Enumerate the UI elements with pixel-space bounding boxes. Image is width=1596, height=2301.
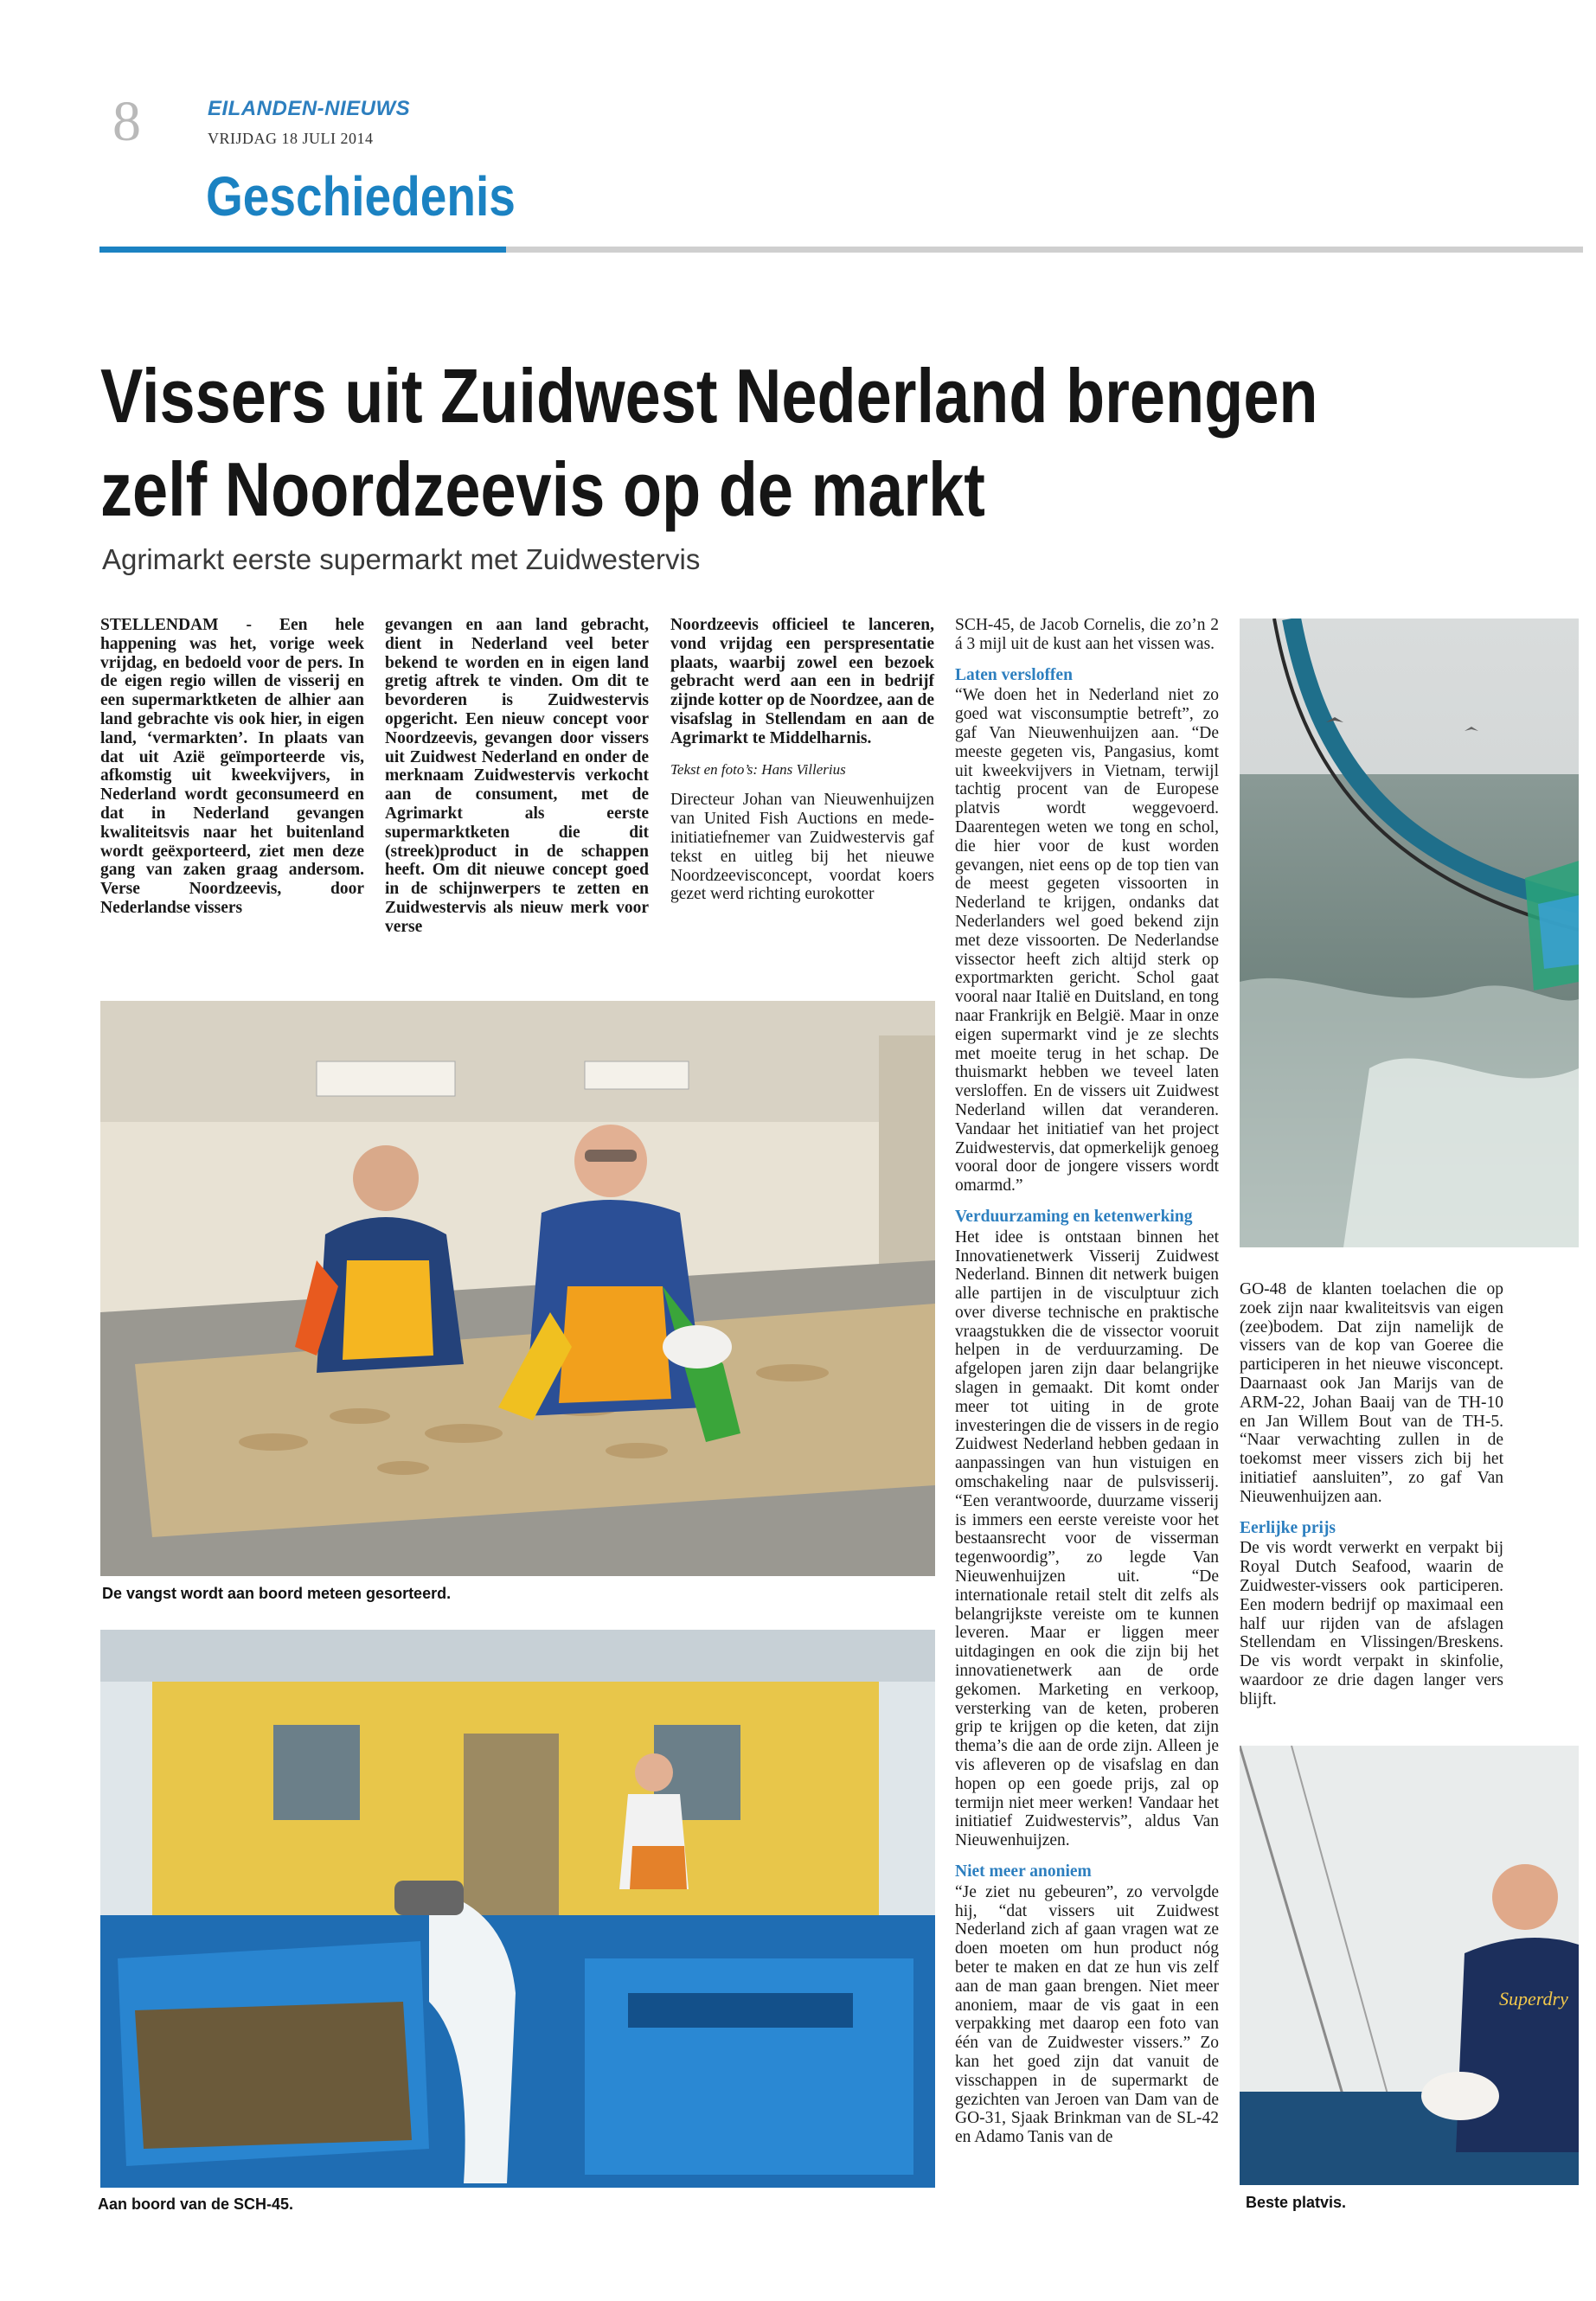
- sea-net-illustration: [1240, 619, 1579, 1247]
- body-paragraph-prijs: De vis wordt verwerkt en verpakt bij Royal Dutch Seafood, waarin de Zuidwester-vissers ook participeren. Een modern bedrijf op maximaal een half uur rijden van de afslagen Stellendam en Vlissingen/Breskens. De vis wordt verpakt in skinfolie, waardoor ze drie dagen langer vers blijft.: [1240, 1539, 1503, 1708]
- section-rule: [506, 247, 1583, 253]
- body-paragraph-verduurzaming: Het idee is ontstaan binnen het Innovatienetwerk Visserij Zuidwest Nederland. Binnen dit netwerk buigen alle partijen in de visculptuur zich over diverse technische en praktische vraagstukken die de vissector vooruit helpen in de verduurzaming. De afgelopen jaren zijn daar belangrijke slagen in gemaakt. Dit komt onder meer tot uiting in de grote investeringen die de vissers in de regio Zuidwest Nederland hebben gedaan in aanpassingen van hun vistuigen en omschakeling naar de pulsvisserij. “Een verantwoorde, duurzame visserij is immers een eerste vereiste voor het bestaansrecht voor de visserman tegenwoordig”, zo legde Van Nieuwenhuijzen uit. “De internationale retail stelt dit zelfs als belangrijkste vereiste om te kunnen leveren. Maar er liggen meer uitdagingen en ook die zijn bij het innovatienetwerk aan de orde gekomen. Marketing en verkoop, versterking van de keten, proberen grip te krijgen op die keten, dat zijn thema’s die aan de orde zijn. Alleen je vis afleveren op de visafslag en dan hopen op een goede prijs, zal op termijn niet meer werken! Vandaar het initiatief Zuidwestervis”, aldus Van Nieuwenhuijzen.: [955, 1227, 1219, 1850]
- article-column-5: [1240, 1280, 1503, 1709]
- fisherman-illustration: [1240, 1746, 1579, 2185]
- photo-deck: [100, 1630, 935, 2188]
- section-rule-accent: [99, 247, 506, 253]
- photo-fisherman: [1240, 1746, 1579, 2185]
- article-column-4: [955, 616, 1219, 2147]
- lead-paragraph-1: STELLENDAM - Een hele happening was het, vorige week vrijdag, en bedoeld voor de pers. In de eigen regio willen de visserij en een supermarktketen de alhier aan land gebrachte vis ook hier, in eigen land, ‘vermarkten’. In plaats van dat uit Azië geïmporteerde vis, afkomstig uit kweekvijvers, in Nederland wordt geconsumeerd en dat in Nederland gevangen kwaliteitsvis naar het buitenland wordt geëxporteerd, ziet men deze gang van zaken graag andersom. Verse Noordzeevis, door Nederlandse vissers: [100, 616, 364, 917]
- article-headline: [100, 349, 1336, 536]
- article-column-1: [100, 616, 364, 918]
- lead-paragraph-3: Noordzeevis officieel te lanceren, vond vrijdag een perspresentatie plaats, waarbij zowel een bezoek gebracht werd aan een in bedrijf zijnde kotter op de Noordzee, aan de visafslag in Stellendam en aan de Agrimarkt te Middelharnis.: [670, 616, 934, 747]
- newspaper-logo: EILANDEN-NIEUWS: [208, 97, 411, 120]
- article-column-3: [670, 616, 934, 904]
- byline-credit: Tekst en foto’s: Hans Villerius: [670, 760, 846, 778]
- body-paragraph-intro: SCH-45, de Jacob Cornelis, die zo’n 2 á 3 mijl uit de kust aan het vissen was.: [955, 616, 1219, 653]
- body-paragraph-laten: “We doen het in Nederland niet zo goed wat visconsumptie betreft”, zo gaf Van Nieuwenhuijzen aan. “De meeste gegeten vis, Pangasius, komt uit kweekvijvers in Vietnam, terwijl tachtig procent van de Europese platvis wordt weggevoerd. Daarentegen weten we tong en schol, die hier voor de kust worden gevangen, niet eens op de top tien van de meest gegeten vissoorten in Nederland te krijgen, ondanks dat Nederlanders wel goed bekend zijn met deze vissoorten. De Nederlandse vissector heeft zich altijd sterk op exportmarkten gericht. Schol gaat vooral naar Italië en Duitsland, en tong naar Frankrijk en België. Maar in onze eigen supermarkt vind je ze slechts met moeite terug in het schap. De thuismarkt hebben we teveel laten versloffen. En de vissers uit Zuidwest Nederland willen dat veranderen. Vandaar het initiatief van het project Zuidwestervis, dat opmerkelijk genoeg vooral door de jongere vissers wordt omarmd.”: [955, 686, 1219, 1195]
- lead-paragraph-2: gevangen en aan land gebracht, dient in Nederland veel beter bekend te worden en in eigen land gretig aftrek te vinden. Om dit te bevorderen is Zuidwestervis opgericht. Een nieuw concept voor Noordzeevis, gevangen door vissers uit Zuidwest Nederland en onder de merknaam Zuidwestervis verkocht aan de consument, met de Agrimarkt als eerste supermarktketen die dit (streek)product in de schappen heeft. Om dit nieuwe concept goed in de schijnwerpers te zetten en Zuidwestervis als nieuw merk voor verse: [385, 616, 649, 936]
- photo-sorting-fish: [100, 1001, 935, 1576]
- photo-sea-net: [1240, 619, 1579, 1247]
- deck-illustration: [100, 1630, 935, 2188]
- caption-deck: Aan boord van de SCH-45.: [98, 2195, 294, 2213]
- sorting-illustration: [100, 1001, 935, 1576]
- headline-line-2: zelf Noordzeevis op de markt: [100, 446, 985, 532]
- body-paragraph-anoniem: “Je ziet nu gebeuren”, zo vervolgde hij, “dat vissers uit Zuidwest Nederland zich af gaan vragen wat ze doen moeten om hun product nóg beter te maken en dat ze hun vis zelf aan de man gaan brengen. Niet meer anoniem, maar de vis gaat in een verpakking met daarop een foto van één van de Zuidwester vissers.” Zo kan het goed zijn dat vanuit de visschappen in de supermarkt de gezichten van Jeroen van Dam van de GO-31, Sjaak Brinkman van de SL-42 en Adamo Tanis van de: [955, 1882, 1219, 2147]
- caption-fisherman: Beste platvis.: [1246, 2194, 1347, 2211]
- body-paragraph-director: Directeur Johan van Nieuwenhuijzen van United Fish Auctions en mede-initiatiefnemer van Zuidwestervis gaf tekst en uitleg bij het nieuwe Noordzeevisconcept, voordat koers gezet werd richting eurokotter: [670, 791, 934, 904]
- shirt-print: Superdry: [1499, 1988, 1568, 2009]
- caption-sorting: De vangst wordt aan boord meteen gesorteerd.: [102, 1585, 452, 1602]
- issue-date: VRIJDAG 18 JULI 2014: [208, 130, 374, 147]
- subheading-laten-versloffen: Laten versloffen: [955, 665, 1073, 684]
- article-subheadline: Agrimarkt eerste supermarkt met Zuidwestervis: [102, 543, 701, 575]
- article-column-2: [385, 616, 649, 937]
- subheading-verduurzaming: Verduurzaming en ketenwerking: [955, 1207, 1193, 1226]
- headline-line-1: Vissers uit Zuidwest Nederland brengen: [100, 353, 1318, 439]
- section-title: Geschiedenis: [206, 165, 516, 228]
- page-number: 8: [112, 90, 141, 153]
- subheading-niet-meer-anoniem: Niet meer anoniem: [955, 1862, 1092, 1881]
- body-paragraph-vissers: GO-48 de klanten toelachen die op zoek zijn naar kwaliteitsvis van eigen (zee)bodem. Dat zijn namelijk de vissers van de kop van Goeree die participeren in het nieuwe visconcept. Daarnaast ook Jan Marijs van de ARM-22, Johan Baaij van de TH-10 en Jan Willem Bout van de TH-5. “Naar verwachting zullen in de toekomst meer vissers zich bij het initiatief aansluiten”, zo gaf Van Nieuwenhuijzen aan.: [1240, 1280, 1503, 1506]
- subheading-eerlijke-prijs: Eerlijke prijs: [1240, 1518, 1336, 1537]
